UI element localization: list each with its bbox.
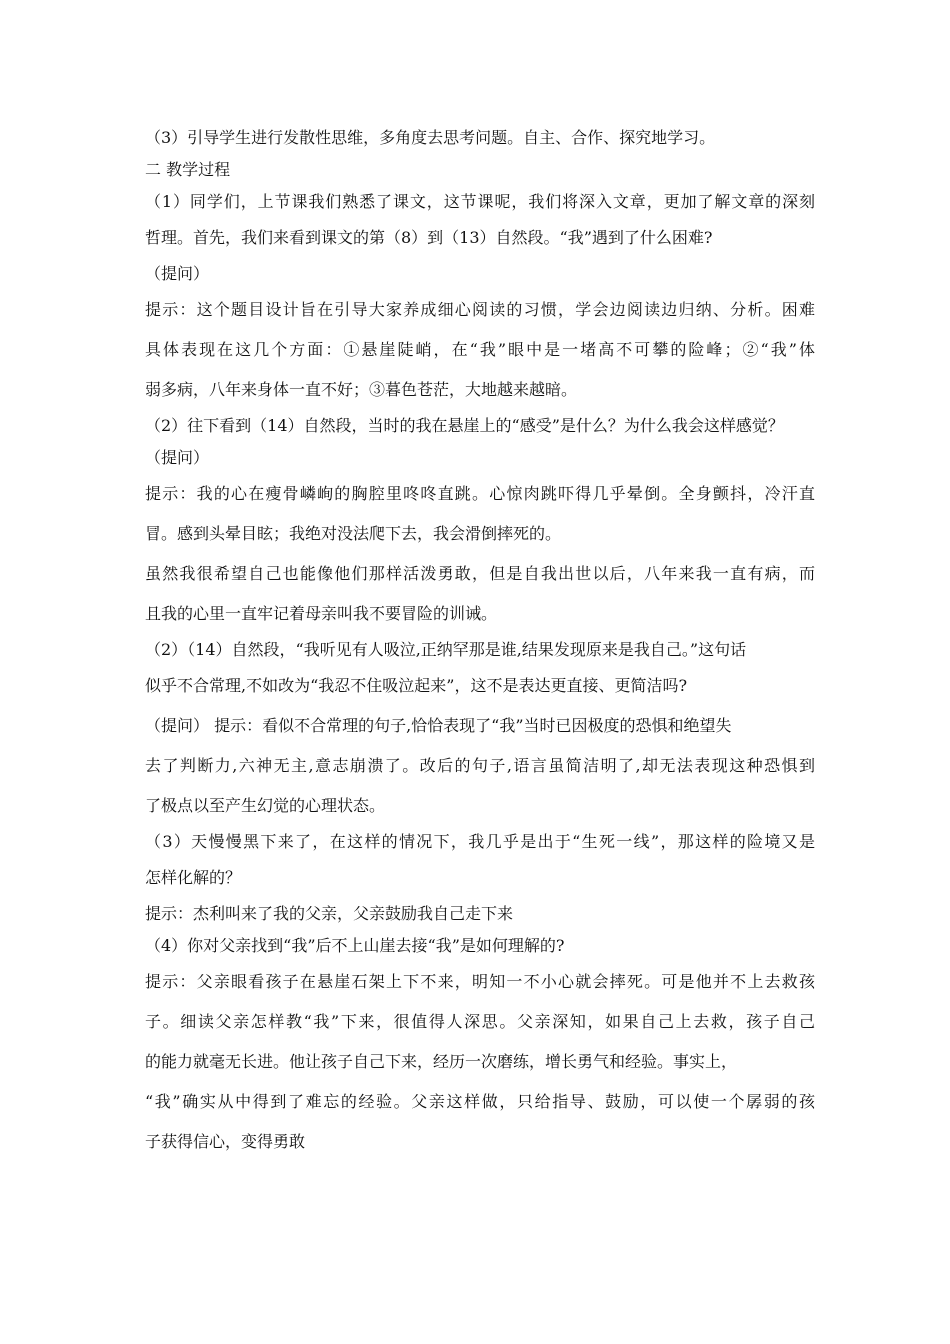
paragraph-line: 似乎不合常理,不如改为“我忍不住吸泣起来”，这不是表达更直接、更简洁吗? — [145, 676, 688, 695]
paragraph-line: 弱多病，八年来身体一直不好；③暮色苍茫，大地越来越暗。 — [145, 380, 578, 399]
paragraph-line: （2）（14）自然段，“我听见有人吸泣,正纳罕那是谁,结果发现原来是我自己。”这句话 — [145, 640, 747, 659]
paragraph-line: 具体表现在这几个方面：①悬崖陡峭，在“我”眼中是一堵高不可攀的险峰；②“我”体 — [145, 340, 815, 359]
paragraph-line: 了极点以至产生幻觉的心理状态。 — [145, 796, 386, 815]
paragraph-line: 子。细读父亲怎样教“我”下来，很值得人深思。父亲深知，如果自己上去救，孩子自己 — [145, 1012, 815, 1031]
paragraph-line: 子获得信心，变得勇敢 — [145, 1132, 306, 1151]
section-heading-teaching-process: 二 教学过程 — [145, 160, 231, 179]
paragraph-line: （1）同学们，上节课我们熟悉了课文，这节课呢，我们将深入文章，更加了解文章的深刻 — [145, 192, 815, 211]
paragraph-line: 冒。感到头晕目眩；我绝对没法爬下去，我会滑倒摔死的。 — [145, 524, 562, 543]
paragraph-line: 提示：杰利叫来了我的父亲，父亲鼓励我自己走下来 — [145, 904, 514, 923]
paragraph-line: 且我的心里一直牢记着母亲叫我不要冒险的训诫。 — [145, 604, 498, 623]
document-body — [145, 122, 815, 1162]
objective-line-3: （3）引导学生进行发散性思维，多角度去思考问题。自主、合作、探究地学习。 — [145, 128, 716, 147]
paragraph-line: 提示：这个题目设计旨在引导大家养成细心阅读的习惯，学会边阅读边归纳、分析。困难 — [145, 300, 815, 319]
question-tag: （提问） — [145, 264, 210, 283]
paragraph-line: 哲理。首先，我们来看到课文的第（8）到（13）自然段。“我”遇到了什么困难? — [145, 228, 713, 247]
paragraph-line: 去了判断力,六神无主,意志崩溃了。改后的句子,语言虽简洁明了,却无法表现这种恐惧到 — [145, 756, 815, 775]
paragraph-line: 提示：我的心在瘦骨嶙峋的胸腔里咚咚直跳。心惊肉跳吓得几乎晕倒。全身颤抖，冷汗直 — [145, 484, 815, 503]
paragraph-line: （4）你对父亲找到“我”后不上山崖去接“我”是如何理解的? — [145, 936, 565, 955]
paragraph-line: 的能力就毫无长进。他让孩子自己下来，经历一次磨练，增长勇气和经验。事实上， — [145, 1052, 738, 1071]
question-tag: （提问） — [145, 448, 210, 467]
paragraph-line: （3）天慢慢黑下来了，在这样的情况下，我几乎是出于“生死一线”，那这样的险境又是 — [145, 832, 815, 851]
paragraph-line: 虽然我很希望自己也能像他们那样活泼勇敢，但是自我出世以后，八年来我一直有病，而 — [145, 564, 815, 583]
paragraph-line: “我”确实从中得到了难忘的经验。父亲这样做，只给指导、鼓励，可以使一个孱弱的孩 — [145, 1092, 815, 1111]
paragraph-line: （2）往下看到（14）自然段，当时的我在悬崖上的“感受”是什么？为什么我会这样感觉？ — [145, 416, 784, 435]
paragraph-line: （提问） 提示：看似不合常理的句子,恰恰表现了“我”当时已因极度的恐惧和绝望失 — [145, 716, 732, 735]
paragraph-line: 提示：父亲眼看孩子在悬崖石架上下不来，明知一不小心就会摔死。可是他并不上去救孩 — [145, 972, 815, 991]
paragraph-line: 怎样化解的？ — [145, 868, 242, 887]
